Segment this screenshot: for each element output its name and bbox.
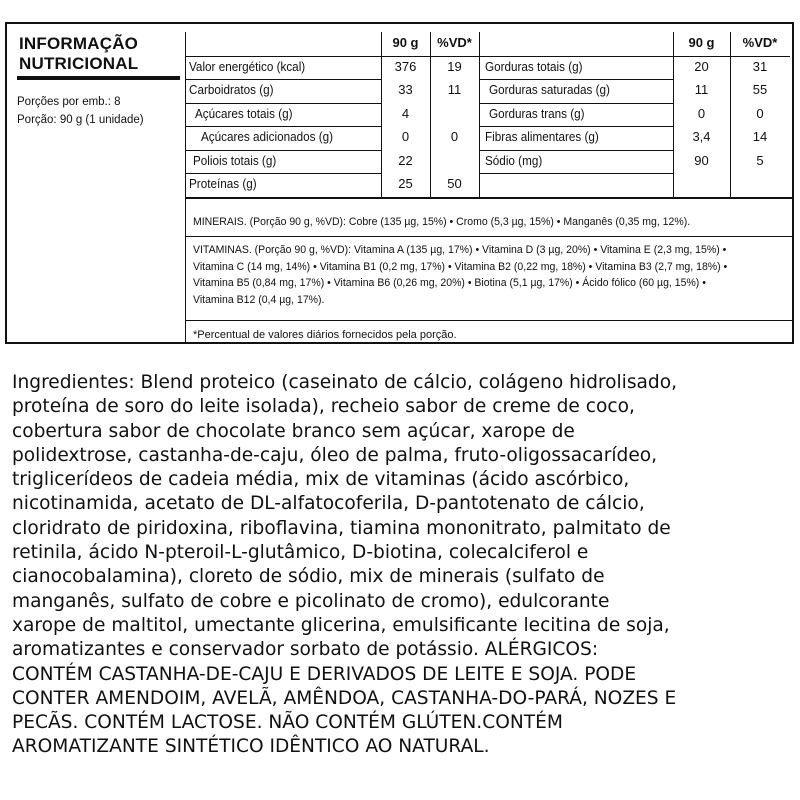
nutrient-name: Açúcares totais (g) bbox=[195, 105, 293, 121]
section-rule bbox=[185, 197, 794, 199]
nutrient-qty: 11 bbox=[694, 82, 709, 97]
header-vd: %VD* bbox=[437, 35, 472, 50]
ingredients-line: polidextrose, castanha-de-caju, óleo de palma, fruto-oligossacarídeo, bbox=[12, 444, 658, 466]
nutrient-vd bbox=[730, 173, 790, 195]
ingredients-line: nicotinamida, acetato de DL-alfatocoferila, D-pantotenato de cálcio, bbox=[12, 493, 645, 515]
minerals-text: MINERAIS. (Porção 90 g, %VD): Cobre (135 µg, 15%) • Cromo (5,3 µg, 15%) • Manganês (0,35 mg, 12%). bbox=[193, 216, 691, 228]
portions-per-pack: Porções por emb.: 8 bbox=[17, 96, 121, 108]
section-rule bbox=[185, 320, 794, 321]
title-rule bbox=[17, 76, 180, 80]
nutrient-name: Valor energético (kcal) bbox=[189, 58, 306, 74]
nutrient-vd: 19 bbox=[447, 58, 462, 74]
nutrient-qty: 20 bbox=[694, 58, 709, 74]
header-90g: 90 g bbox=[688, 35, 715, 50]
column-rule bbox=[185, 197, 186, 345]
nutrient-qty bbox=[673, 173, 730, 195]
nutrient-vd bbox=[430, 150, 479, 172]
vitamins-line: Vitamina B12 (0,4 µg, 17%). bbox=[193, 293, 325, 306]
vd-footnote: *Percentual de valores diários fornecidos pela porção. bbox=[193, 329, 457, 341]
label-title-line2: NUTRICIONAL bbox=[19, 54, 139, 73]
ingredients-line: CONTER AMENDOIM, AVELÃ, AMÊNDOA, CASTANHA-DO-PARÁ, NOZES E bbox=[12, 687, 677, 709]
nutrient-vd: 0 bbox=[450, 129, 459, 144]
ingredients-line: cobertura sabor de chocolate branco sem açúcar, xarope de bbox=[12, 420, 575, 442]
nutrient-qty: 376 bbox=[394, 58, 417, 74]
nutrient-qty: 22 bbox=[398, 152, 413, 168]
section-rule bbox=[185, 236, 794, 237]
nutrient-vd: 31 bbox=[752, 58, 768, 74]
ingredients-line: manganês, sulfato de cobre e picolinato de cromo), edulcorante bbox=[12, 590, 610, 612]
ingredients-line: Ingredientes: Blend proteico (caseinato de cálcio, colágeno hidrolisado, bbox=[12, 372, 677, 393]
nutrient-qty: 0 bbox=[697, 105, 706, 121]
nutrient-vd: 50 bbox=[447, 176, 462, 191]
portion-size: Porção: 90 g (1 unidade) bbox=[17, 114, 144, 126]
ingredients-text bbox=[12, 371, 800, 760]
nutrient-qty: 25 bbox=[398, 176, 413, 191]
ingredients-line: proteína de soro do leite isolada), recheio sabor de creme de coco, bbox=[12, 396, 635, 418]
nutrient-name: Carboidratos (g) bbox=[189, 82, 274, 97]
nutrient-vd: 5 bbox=[756, 152, 764, 168]
vitamins-line: VITAMINAS. (Porção 90 g, %VD): Vitamina A (135 µg, 17%) • Vitamina D (3 µg, 20%) • Vitamina E (2,3 mg, 15%) • bbox=[193, 244, 727, 256]
nutrient-name: Fibras alimentares (g) bbox=[485, 129, 599, 144]
nutrient-name: Proteínas (g) bbox=[189, 176, 257, 191]
ingredients-line: aromatizantes e conservador sorbato de potássio. ALÉRGICOS: bbox=[12, 639, 599, 661]
nutrient-vd bbox=[430, 103, 479, 125]
ingredients-line: CONTÉM CASTANHA-DE-CAJU E DERIVADOS DE LEITE E SOJA. PODE bbox=[12, 663, 637, 685]
ingredients-line: retinila, ácido N-pteroil-L-glutâmico, D-biotina, colecalciferol e bbox=[12, 542, 589, 564]
nutrient-name: Gorduras saturadas (g) bbox=[489, 82, 610, 97]
header-vd: %VD* bbox=[742, 35, 778, 50]
label-title bbox=[19, 34, 138, 74]
nutrient-name: Sódio (mg) bbox=[485, 152, 543, 168]
ingredients-line: cloridrato de piridoxina, riboflavina, tiamina mononitrato, palmitato de bbox=[12, 517, 671, 539]
header-90g: 90 g bbox=[392, 35, 419, 50]
nutrient-name: Gorduras trans (g) bbox=[489, 105, 585, 121]
vitamins-line: Vitamina B5 (0,84 mg, 17%) • Vitamina B6 (0,26 mg, 20%) • Biotina (5,1 µg, 17%) • Ácido fólico (60 µg, 15%) • bbox=[193, 277, 706, 289]
ingredients-line: PECÃS. CONTÉM LACTOSE. NÃO CONTÉM GLÚTEN.CONTÉM bbox=[12, 712, 563, 734]
nutrient-name: Gorduras totais (g) bbox=[485, 58, 583, 74]
nutrient-name: Açúcares adicionados (g) bbox=[201, 129, 334, 144]
ingredients-line: xarope de maltitol, umectante glicerina, emulsificante lecitina de soja, bbox=[12, 614, 670, 636]
nutrient-vd: 0 bbox=[756, 105, 764, 121]
nutrient-vd: 14 bbox=[752, 129, 768, 144]
nutrient-qty: 4 bbox=[401, 105, 410, 121]
label-title-line1: INFORMAÇÃO bbox=[19, 34, 139, 53]
column-rule bbox=[479, 32, 480, 197]
nutrient-vd: 55 bbox=[752, 82, 768, 97]
ingredients-line: triglicerídeos de cadeia média, mix de vitaminas (ácido ascórbico, bbox=[12, 469, 630, 491]
column-rule bbox=[185, 32, 186, 197]
nutrient-name: Poliois totais (g) bbox=[193, 152, 277, 168]
nutrient-qty: 0 bbox=[401, 129, 410, 144]
ingredients-line: AROMATIZANTE SINTÉTICO IDÊNTICO AO NATURAL. bbox=[12, 736, 490, 758]
nutrient-qty: 3,4 bbox=[692, 129, 711, 144]
nutrient-qty: 90 bbox=[694, 152, 709, 168]
nutrition-facts-label bbox=[5, 22, 794, 344]
ingredients-line: cianocobalamina), cloreto de sódio, mix de minerais (sulfato de bbox=[12, 566, 605, 588]
row-rule bbox=[479, 173, 673, 174]
nutrient-vd: 11 bbox=[447, 82, 462, 97]
nutrient-qty: 33 bbox=[398, 82, 413, 97]
vitamins-line: Vitamina C (14 mg, 14%) • Vitamina B1 (0,2 mg, 17%) • Vitamina B2 (0,22 mg, 18%) • Vitamina B3 (2,7 mg, 18%) • bbox=[193, 260, 728, 273]
